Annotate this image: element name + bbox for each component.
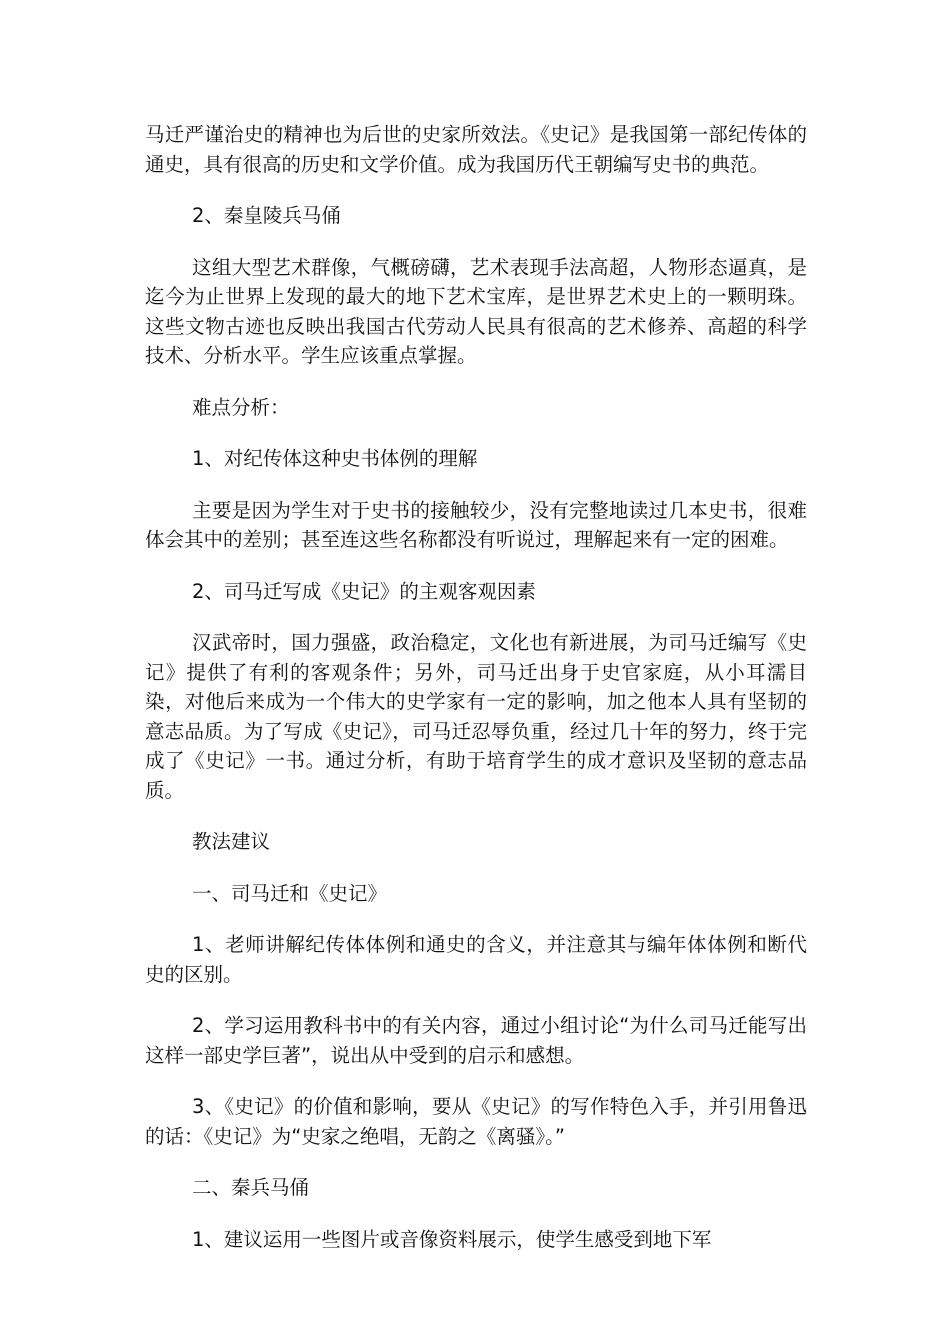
heading-terracotta-army: 2、秦皇陵兵马俑 xyxy=(192,204,341,227)
list-item-qin-1: 1、建议运用一些图片或音像资料展示，使学生感受到地下军 xyxy=(192,1227,712,1251)
list-item-2: 2、学习运用教科书中的有关内容，通过小组讨论“为什么司马迁能写出这样一部史学巨著”，说出从中受到的启示和感想。 xyxy=(145,1014,807,1067)
paragraph-continuation: 马迁严谨治史的精神也为后世的史家所效法。《史记》是我国第一部纪传体的通史，具有很高的历史和文学价值。成为我国历代王朝编写史书的典范。 xyxy=(145,123,807,176)
paragraph-terracotta-description: 这组大型艺术群像，气概磅礴，艺术表现手法高超，人物形态逼真，是迄今为止世界上发现的最大的地下艺术宝库，是世界艺术史上的一颗明珠。这些文物古迹也反映出我国古代劳动人民具有很高的艺术修养、高超的科学技术、分析水平。学生应该重点掌握。 xyxy=(145,255,807,367)
heading-sima-qian-and-shiji: 一、司马迁和《史记》 xyxy=(192,881,388,905)
heading-sima-qian-factors: 2、司马迁写成《史记》的主观客观因素 xyxy=(192,579,536,603)
document-page xyxy=(145,120,807,1276)
heading-difficulty-analysis: 难点分析： xyxy=(192,395,290,419)
heading-biographical-style: 1、对纪传体这种史书体例的理解 xyxy=(192,447,478,470)
list-item-3: 3、《史记》的价值和影响，要从《史记》的写作特色入手，并引用鲁迅的话：《史记》为“史家之绝唱，无韵之《离骚》。” xyxy=(145,1095,807,1148)
list-item-1: 1、老师讲解纪传体体例和通史的含义，并注意其与编年体体例和断代史的区别。 xyxy=(145,933,807,986)
paragraph-sima-qian-factors: 汉武帝时，国力强盛，政治稳定，文化也有新进展，为司马迁编写《史记》提供了有利的客观条件；另外，司马迁出身于史官家庭，从小耳濡目染，对他后来成为一个伟大的史学家有一定的影响，加之他本人具有坚韧的意志品质。为了写成《史记》，司马迁忍辱负重，经过几十年的努力，终于完成了《史记》一书。通过分析，有助于培育学生的成才意识及坚韧的意志品质。 xyxy=(145,631,807,802)
heading-teaching-suggestions: 教法建议 xyxy=(192,830,271,853)
heading-qin-terracotta: 二、秦兵马俑 xyxy=(192,1176,310,1199)
paragraph-biographical-style: 主要是因为学生对于史书的接触较少，没有完整地读过几本史书，很难体会其中的差别；甚至连这些名称都没有听说过，理解起来有一定的困难。 xyxy=(145,498,807,551)
